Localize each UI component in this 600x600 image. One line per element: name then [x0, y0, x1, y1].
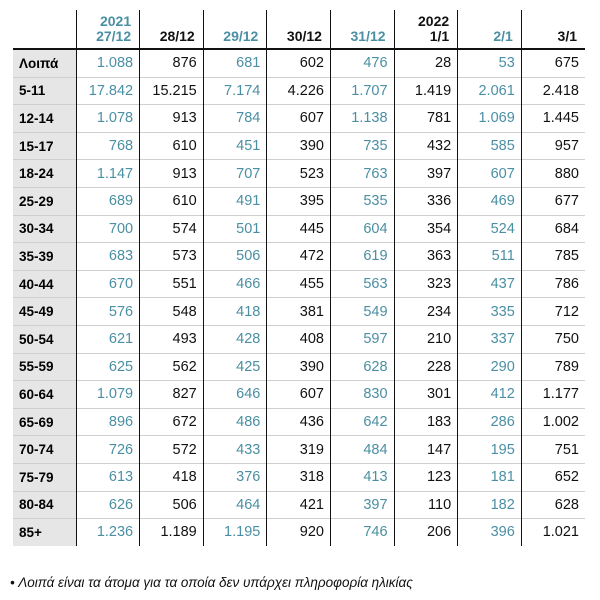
table-cell: 784: [203, 105, 267, 133]
table-cell: 628: [330, 353, 394, 381]
column-date: 31/12: [350, 28, 386, 44]
header-row: [13, 10, 585, 49]
table-cell: 286: [458, 408, 522, 436]
table-cell: 1.078: [76, 105, 140, 133]
row-label: 70-74: [13, 436, 76, 464]
table-cell: 337: [458, 325, 522, 353]
table-cell: 123: [394, 463, 458, 491]
table-row: [13, 408, 585, 436]
table-cell: 511: [458, 243, 522, 271]
table-cell: 397: [394, 160, 458, 188]
table-cell: 421: [267, 491, 331, 519]
table-cell: 607: [458, 160, 522, 188]
table-cell: 1.002: [521, 408, 585, 436]
table-cell: 433: [203, 436, 267, 464]
table-cell: 574: [140, 215, 204, 243]
row-label: 60-64: [13, 381, 76, 409]
row-label: 50-54: [13, 325, 76, 353]
table-cell: 183: [394, 408, 458, 436]
table-cell: 726: [76, 436, 140, 464]
table-cell: 619: [330, 243, 394, 271]
table-cell: 432: [394, 132, 458, 160]
column-header-0: [76, 10, 140, 49]
table-cell: 750: [521, 325, 585, 353]
column-date: 2/1: [493, 28, 513, 44]
column-date: 3/1: [557, 28, 577, 44]
table-cell: 626: [76, 491, 140, 519]
table-cell: 469: [458, 187, 522, 215]
table-cell: 1.079: [76, 381, 140, 409]
table-cell: 712: [521, 298, 585, 326]
table-cell: 610: [140, 187, 204, 215]
table-cell: 549: [330, 298, 394, 326]
table-cell: 670: [76, 270, 140, 298]
table-cell: 493: [140, 325, 204, 353]
table-cell: 920: [267, 519, 331, 546]
table-cell: 234: [394, 298, 458, 326]
table-cell: 913: [140, 160, 204, 188]
table-row: [13, 132, 585, 160]
table-cell: 735: [330, 132, 394, 160]
column-header-4: [330, 10, 394, 49]
table-cell: 7.174: [203, 77, 267, 105]
table-cell: 602: [267, 49, 331, 77]
column-year: 2022: [418, 13, 450, 29]
table-cell: 746: [330, 519, 394, 546]
column-date: 27/12: [96, 28, 132, 44]
table-cell: 110: [394, 491, 458, 519]
table-cell: 789: [521, 353, 585, 381]
table-cell: 1.138: [330, 105, 394, 133]
table-cell: 413: [330, 463, 394, 491]
row-label: 75-79: [13, 463, 76, 491]
table-body: [13, 49, 585, 546]
row-label: 80-84: [13, 491, 76, 519]
table-row: [13, 353, 585, 381]
table-cell: 390: [267, 353, 331, 381]
table-cell: 28: [394, 49, 458, 77]
table-cell: 323: [394, 270, 458, 298]
table-cell: 597: [330, 325, 394, 353]
table-cell: 455: [267, 270, 331, 298]
table-cell: 15.215: [140, 77, 204, 105]
table-cell: 751: [521, 436, 585, 464]
table-cell: 576: [76, 298, 140, 326]
table-cell: 290: [458, 353, 522, 381]
table-cell: 683: [76, 243, 140, 271]
table-row: [13, 325, 585, 353]
table-cell: 1.707: [330, 77, 394, 105]
table-cell: 506: [140, 491, 204, 519]
column-date: 28/12: [159, 28, 195, 44]
row-label: 85+: [13, 519, 76, 546]
table-cell: 2.418: [521, 77, 585, 105]
table-cell: 585: [458, 132, 522, 160]
column-date: 29/12: [223, 28, 259, 44]
table-cell: 677: [521, 187, 585, 215]
table-cell: 830: [330, 381, 394, 409]
table-cell: 604: [330, 215, 394, 243]
table-cell: 876: [140, 49, 204, 77]
table-cell: 464: [203, 491, 267, 519]
table-cell: 1.021: [521, 519, 585, 546]
row-label: 65-69: [13, 408, 76, 436]
column-header-7: [521, 10, 585, 49]
table-cell: 476: [330, 49, 394, 77]
table-cell: 607: [267, 381, 331, 409]
row-label: 18-24: [13, 160, 76, 188]
table-cell: 472: [267, 243, 331, 271]
footnote: • Λοιπά είναι τα άτομα για τα οποία δεν υπάρχει πληροφορία ηλικίας: [10, 575, 413, 590]
table-cell: 428: [203, 325, 267, 353]
table-cell: 1.236: [76, 519, 140, 546]
table-cell: 672: [140, 408, 204, 436]
table-cell: 506: [203, 243, 267, 271]
table-cell: 628: [521, 491, 585, 519]
table-cell: 390: [267, 132, 331, 160]
table-cell: 437: [458, 270, 522, 298]
table-cell: 642: [330, 408, 394, 436]
table-cell: 562: [140, 353, 204, 381]
table-cell: 1.069: [458, 105, 522, 133]
table-cell: 354: [394, 215, 458, 243]
table-row: [13, 298, 585, 326]
table-cell: 395: [267, 187, 331, 215]
row-label: 15-17: [13, 132, 76, 160]
table-row: [13, 270, 585, 298]
table-row: [13, 49, 585, 77]
table-cell: 1.195: [203, 519, 267, 546]
table-cell: 408: [267, 325, 331, 353]
table-row: [13, 215, 585, 243]
table-cell: 763: [330, 160, 394, 188]
table-cell: 548: [140, 298, 204, 326]
table-cell: 376: [203, 463, 267, 491]
table-cell: 689: [76, 187, 140, 215]
table-cell: 451: [203, 132, 267, 160]
table-cell: 675: [521, 49, 585, 77]
cases-by-age-table: [13, 10, 585, 546]
table-row: [13, 160, 585, 188]
table-cell: 684: [521, 215, 585, 243]
table-cell: 397: [330, 491, 394, 519]
table-cell: 445: [267, 215, 331, 243]
table-cell: 1.445: [521, 105, 585, 133]
table-cell: 501: [203, 215, 267, 243]
table-cell: 957: [521, 132, 585, 160]
row-label: 55-59: [13, 353, 76, 381]
table-cell: 210: [394, 325, 458, 353]
table-cell: 484: [330, 436, 394, 464]
table-cell: 572: [140, 436, 204, 464]
table-cell: 181: [458, 463, 522, 491]
table-cell: 425: [203, 353, 267, 381]
row-label: Λοιπά: [13, 49, 76, 77]
table-cell: 147: [394, 436, 458, 464]
table-cell: 17.842: [76, 77, 140, 105]
table-cell: 563: [330, 270, 394, 298]
table-cell: 412: [458, 381, 522, 409]
table-cell: 781: [394, 105, 458, 133]
table-row: [13, 436, 585, 464]
table-cell: 335: [458, 298, 522, 326]
column-date: 1/1: [429, 28, 450, 44]
table-cell: 418: [140, 463, 204, 491]
table-cell: 607: [267, 105, 331, 133]
row-label: 45-49: [13, 298, 76, 326]
table-cell: 646: [203, 381, 267, 409]
table-cell: 785: [521, 243, 585, 271]
table-cell: 418: [203, 298, 267, 326]
table-cell: 396: [458, 519, 522, 546]
table-cell: 486: [203, 408, 267, 436]
table-cell: 381: [267, 298, 331, 326]
table-cell: 913: [140, 105, 204, 133]
table-row: [13, 381, 585, 409]
table-cell: 768: [76, 132, 140, 160]
table-cell: 466: [203, 270, 267, 298]
table-row: [13, 519, 585, 546]
table-cell: 363: [394, 243, 458, 271]
table-cell: 1.088: [76, 49, 140, 77]
table-cell: 707: [203, 160, 267, 188]
row-label: 12-14: [13, 105, 76, 133]
table-cell: 2.061: [458, 77, 522, 105]
row-label: 30-34: [13, 215, 76, 243]
corner-cell: [13, 10, 76, 49]
column-header-5: [394, 10, 458, 49]
table-cell: 195: [458, 436, 522, 464]
table-cell: 827: [140, 381, 204, 409]
table-cell: 301: [394, 381, 458, 409]
table-cell: 4.226: [267, 77, 331, 105]
table-cell: 610: [140, 132, 204, 160]
table-cell: 535: [330, 187, 394, 215]
table-row: [13, 187, 585, 215]
table-cell: 1.147: [76, 160, 140, 188]
table-cell: 206: [394, 519, 458, 546]
table-cell: 551: [140, 270, 204, 298]
table-cell: 524: [458, 215, 522, 243]
row-label: 25-29: [13, 187, 76, 215]
table-cell: 53: [458, 49, 522, 77]
table-cell: 436: [267, 408, 331, 436]
table-cell: 652: [521, 463, 585, 491]
table-cell: 319: [267, 436, 331, 464]
table-cell: 880: [521, 160, 585, 188]
row-label: 5-11: [13, 77, 76, 105]
table-cell: 1.419: [394, 77, 458, 105]
table-row: [13, 77, 585, 105]
column-year: 2021: [99, 13, 132, 29]
table-cell: 1.177: [521, 381, 585, 409]
table-row: [13, 491, 585, 519]
row-label: 40-44: [13, 270, 76, 298]
table-row: [13, 463, 585, 491]
table-cell: 681: [203, 49, 267, 77]
column-date: 30/12: [286, 28, 322, 44]
table-cell: 523: [267, 160, 331, 188]
table-cell: 318: [267, 463, 331, 491]
column-header-2: [203, 10, 267, 49]
table-cell: 621: [76, 325, 140, 353]
table-cell: 896: [76, 408, 140, 436]
table-cell: 228: [394, 353, 458, 381]
table-cell: 491: [203, 187, 267, 215]
table-cell: 613: [76, 463, 140, 491]
table-cell: 700: [76, 215, 140, 243]
table-cell: 573: [140, 243, 204, 271]
table-cell: 625: [76, 353, 140, 381]
cases-table-wrapper: [13, 10, 585, 546]
column-header-3: [267, 10, 331, 49]
table-row: [13, 105, 585, 133]
table-cell: 1.189: [140, 519, 204, 546]
row-label: 35-39: [13, 243, 76, 271]
column-header-1: [140, 10, 204, 49]
table-cell: 336: [394, 187, 458, 215]
table-cell: 182: [458, 491, 522, 519]
table-row: [13, 243, 585, 271]
table-cell: 786: [521, 270, 585, 298]
column-header-6: [458, 10, 522, 49]
